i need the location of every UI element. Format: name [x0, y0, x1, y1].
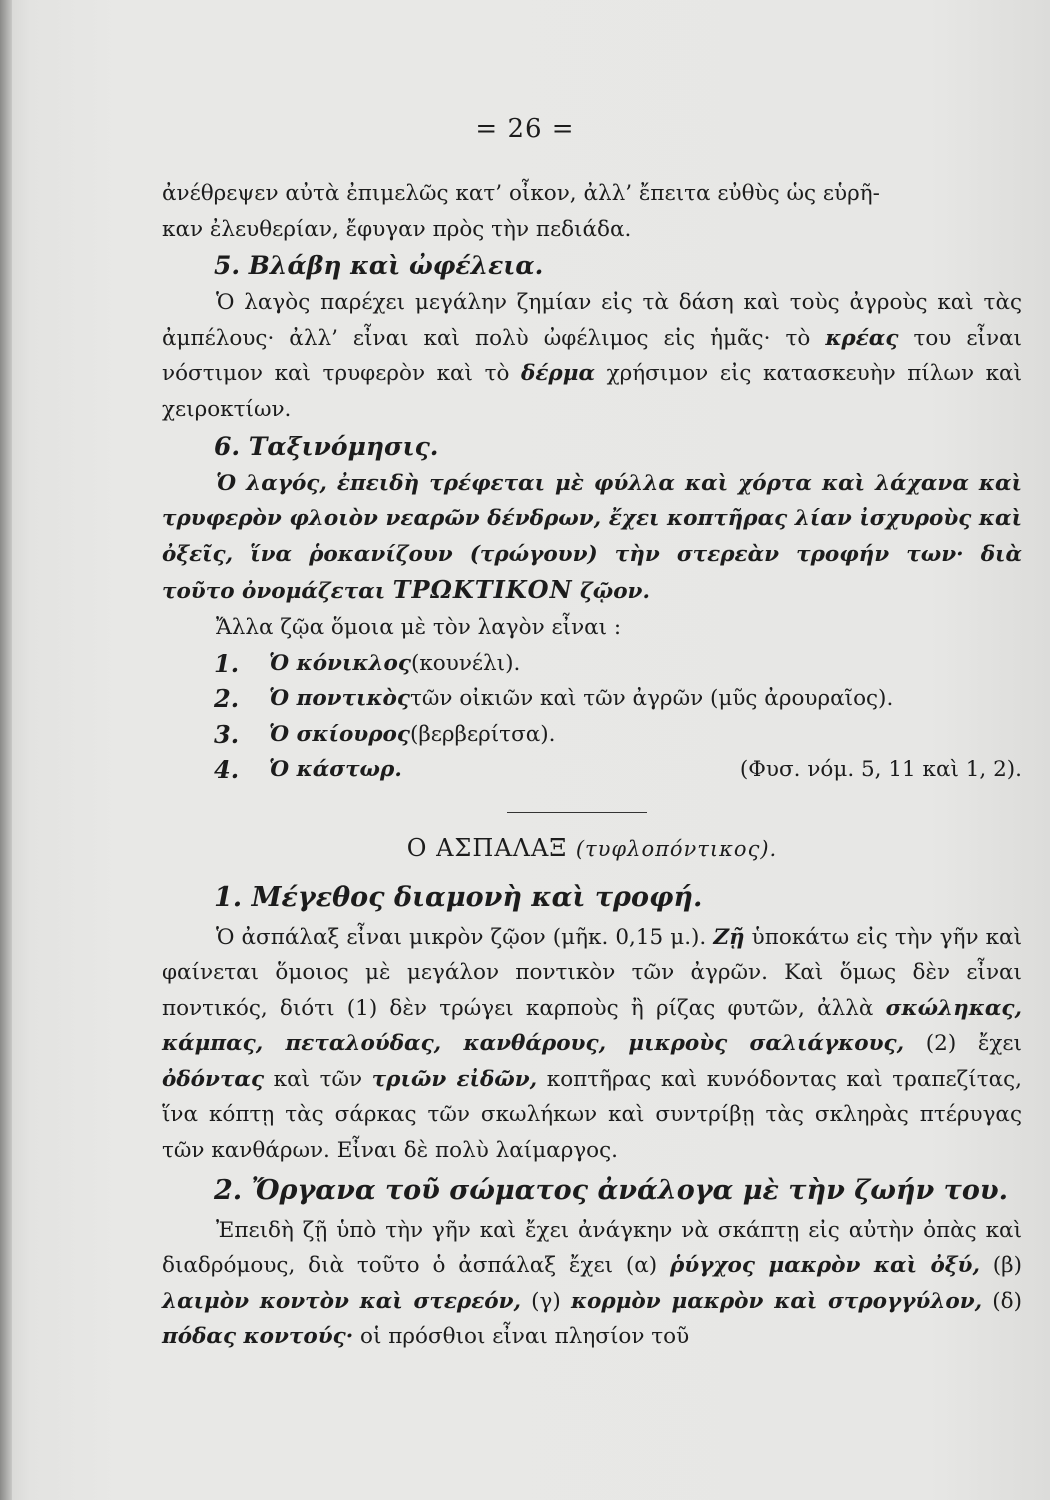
paragraph-classification: Ὁ λαγός, ἐπειδὴ τρέφεται μὲ φύλλα καὶ χόρτα καὶ λάχανα καὶ τρυφερὸν φλοιὸν νεαρῶν δένδρων, ἔχει κοπτῆρας λίαν ἰσχυροὺς καὶ ὀξεῖς, ἵνα ῥοκανίζουν (τρώγουν) τὴν στερεὰν τροφήν των· διὰ τοῦτο ὀνομάζεται ΤΡΩΚΤΙΚΟΝ ζῷον.: [162, 470, 1022, 605]
list-item: 3. Ὁ σκίουρος (βερβερίτσα).: [214, 719, 556, 749]
heading-body-organs: 2. Ὄργανα τοῦ σώματος ἀνάλογα μὲ τὴν ζωήν του.: [214, 1174, 1008, 1206]
list-item: 4. Ὁ κάστωρ. (Φυσ. νόμ. 5, 11 καὶ 1, 2).: [162, 752, 1022, 788]
list-item: 2. Ὁ ποντικὸς τῶν οἰκιῶν καὶ τῶν ἀγρῶν (μῦς ἀρουραῖος).: [214, 684, 894, 714]
heading-size-habitat-food: 1. Μέγεθος διαμονὴ καὶ τροφή.: [214, 881, 703, 913]
similar-animals-intro: Ἄλλα ζῷα ὅμοια μὲ τὸν λαγὸν εἶναι :: [216, 614, 622, 640]
page-edge: [0, 0, 12, 1500]
section-divider: [507, 812, 647, 813]
heading-harm-benefit: 5. Βλάβη καὶ ὠφέλεια.: [214, 251, 544, 281]
chapter-title: Ο ΑΣΠΑΛΑΞ (τυφλοπόντικος).: [406, 833, 778, 862]
list-item: 1. Ὁ κόνικλος (κουνέλι).: [214, 648, 521, 678]
paragraph-size-habitat-food: Ὁ ἀσπάλαξ εἶναι μικρὸν ζῷον (μῆκ. 0,15 μ.). Ζῇ ὑποκάτω εἰς τὴν γῆν καὶ φαίνεται ὅμοιος μὲ μεγάλον ποντικὸν τῶν ἀγρῶν. Καὶ ὅμως δὲν εἶναι ποντικός, διότι (1) δὲν τρώγει καρποὺς ἢ ρίζας φυτῶν, ἀλλὰ σκώληκας, κάμπας, πεταλούδας, κανθάρους, μικροὺς σαλιάγκους, (2) ἔχει ὀδόντας καὶ τῶν τριῶν εἰδῶν, κοπτῆρας καὶ κυνόδοντας καὶ τραπεζίτας, ἵνα κόπτῃ τὰς σάρκας τῶν σκωλήκων καὶ συντρίβῃ τὰς σκληρὰς πτέρυγας τῶν κανθάρων. Εἶναι δὲ πολὺ λαίμαργος.: [162, 924, 1022, 1164]
heading-classification: 6. Ταξινόμησις.: [214, 431, 439, 461]
page-body: [162, 176, 1022, 1355]
continued-line-1: ἀνέθρεψεν αὐτὰ ἐπιμελῶς κατ’ οἶκον, ἀλλ’ ἔπειτα εὐθὺς ὡς εὑρῆ-: [162, 181, 880, 206]
continued-line-2: καν ἐλευθερίαν, ἔφυγαν πρὸς τὴν πεδιάδα.: [162, 216, 632, 242]
paragraph-body-organs: Ἐπειδὴ ζῇ ὑπὸ τὴν γῆν καὶ ἔχει ἀνάγκην νὰ σκάπτῃ εἰς αὐτὴν ὀπὰς καὶ διαδρόμους, διὰ τοῦτο ὁ ἀσπάλαξ ἔχει (α) ῥύγχος μακρὸν καὶ ὀξύ, (β) λαιμὸν κοντὸν καὶ στερεόν, (γ) κορμὸν μακρὸν καὶ στρογγύλον, (δ) πόδας κοντούς· οἱ πρόσθιοι εἶναι πλησίον τοῦ: [162, 1217, 1022, 1350]
source-reference: (Φυσ. νόμ. 5, 11 καὶ 1, 2).: [739, 757, 1022, 783]
paragraph-harm-benefit: Ὁ λαγὸς παρέχει μεγάλην ζημίαν εἰς τὰ δάση καὶ τοὺς ἀγροὺς καὶ τὰς ἀμπέλους· ἀλλ’ εἶναι καὶ πολὺ ὠφέλιμος εἰς ἡμᾶς· τὸ κρέας του εἶναι νόστιμον καὶ τρυφερὸν καὶ τὸ δέρμα χρήσιμον εἰς κατασκευὴν πίλων καὶ χειροκτίων.: [162, 290, 1022, 422]
page-number: = 26 =: [475, 114, 575, 144]
